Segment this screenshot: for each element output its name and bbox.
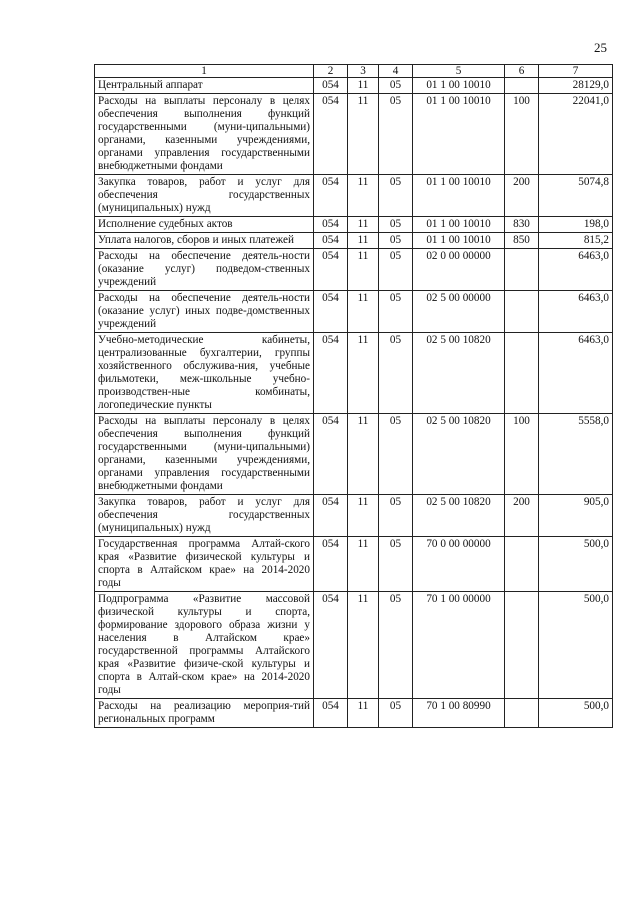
subsection-code-cell: 05 [379,249,413,291]
expense-type-cell [505,333,539,414]
row-name-cell: Расходы на выплаты персоналу в целях обеспечения выполнения функций государственными (муни-ципальными) органами, казенными учреждениями, органами управления государственными внебюджетными фондами [95,414,314,495]
amount-cell: 815,2 [539,233,613,249]
expense-type-cell [505,592,539,699]
column-header: 7 [539,65,613,78]
column-header: 3 [348,65,379,78]
expense-type-cell: 100 [505,94,539,175]
expense-type-cell: 850 [505,233,539,249]
section-code-cell: 11 [348,217,379,233]
ministry-code-cell: 054 [314,414,348,495]
row-name-cell: Государственная программа Алтай-ского края «Развитие физической культуры и спорта в Алтайском крае» на 2014-2020 годы [95,537,314,592]
section-code-cell: 11 [348,249,379,291]
table-row [95,78,613,94]
column-header: 4 [379,65,413,78]
section-code-cell: 11 [348,78,379,94]
ministry-code-cell: 054 [314,537,348,592]
subsection-code-cell: 05 [379,217,413,233]
expense-type-cell [505,291,539,333]
row-name-cell: Уплата налогов, сборов и иных платежей [95,233,314,249]
section-code-cell: 11 [348,333,379,414]
section-code-cell: 11 [348,699,379,728]
ministry-code-cell: 054 [314,495,348,537]
expense-type-cell [505,699,539,728]
subsection-code-cell: 05 [379,175,413,217]
row-name-cell: Расходы на реализацию мероприя-тий региональных программ [95,699,314,728]
target-article-cell: 01 1 00 10010 [413,94,505,175]
amount-cell: 500,0 [539,537,613,592]
table-header-row [95,65,613,78]
subsection-code-cell: 05 [379,414,413,495]
column-header: 6 [505,65,539,78]
amount-cell: 22041,0 [539,94,613,175]
subsection-code-cell: 05 [379,233,413,249]
table-row [95,592,613,699]
row-name-cell: Закупка товаров, работ и услуг для обеспечения государственных (муниципальных) нужд [95,175,314,217]
target-article-cell: 02 5 00 10820 [413,414,505,495]
table-row [95,249,613,291]
table-row [95,537,613,592]
expense-type-cell [505,78,539,94]
subsection-code-cell: 05 [379,592,413,699]
table-row [95,233,613,249]
amount-cell: 6463,0 [539,291,613,333]
row-name-cell: Расходы на выплаты персоналу в целях обеспечения выполнения функций государственными (муни-ципальными) органами, казенными учреждениями, органами управления государственными внебюджетными фондами [95,94,314,175]
amount-cell: 6463,0 [539,249,613,291]
budget-table [94,64,613,728]
table-row [95,175,613,217]
subsection-code-cell: 05 [379,537,413,592]
section-code-cell: 11 [348,537,379,592]
subsection-code-cell: 05 [379,333,413,414]
amount-cell: 5558,0 [539,414,613,495]
section-code-cell: 11 [348,414,379,495]
subsection-code-cell: 05 [379,291,413,333]
subsection-code-cell: 05 [379,495,413,537]
row-name-cell: Исполнение судебных актов [95,217,314,233]
ministry-code-cell: 054 [314,94,348,175]
column-header: 1 [95,65,314,78]
expense-type-cell: 830 [505,217,539,233]
row-name-cell: Расходы на обеспечение деятель-ности (оказание услуг) подведом-ственных учреждений [95,249,314,291]
table-row [95,495,613,537]
expense-type-cell: 100 [505,414,539,495]
row-name-cell: Центральный аппарат [95,78,314,94]
expense-type-cell [505,249,539,291]
expense-type-cell [505,537,539,592]
page-number: 25 [594,40,607,55]
amount-cell: 6463,0 [539,333,613,414]
table-row [95,291,613,333]
target-article-cell: 01 1 00 10010 [413,233,505,249]
target-article-cell: 02 5 00 10820 [413,333,505,414]
section-code-cell: 11 [348,94,379,175]
ministry-code-cell: 054 [314,78,348,94]
row-name-cell: Расходы на обеспечение деятель-ности (оказание услуг) иных подве-домственных учреждений [95,291,314,333]
target-article-cell: 01 1 00 10010 [413,78,505,94]
ministry-code-cell: 054 [314,333,348,414]
target-article-cell: 01 1 00 10010 [413,217,505,233]
section-code-cell: 11 [348,175,379,217]
ministry-code-cell: 054 [314,175,348,217]
target-article-cell: 70 0 00 00000 [413,537,505,592]
target-article-cell: 02 0 00 00000 [413,249,505,291]
row-name-cell: Закупка товаров, работ и услуг для обеспечения государственных (муниципальных) нужд [95,495,314,537]
ministry-code-cell: 054 [314,699,348,728]
amount-cell: 905,0 [539,495,613,537]
amount-cell: 5074,8 [539,175,613,217]
subsection-code-cell: 05 [379,94,413,175]
ministry-code-cell: 054 [314,291,348,333]
target-article-cell: 70 1 00 00000 [413,592,505,699]
row-name-cell: Учебно-методические кабинеты, централизованные бухгалтерии, группы хозяйственного обслужива-ния, учебные фильмотеки, меж-школьные учебно-производствен-ные комбинаты, логопедические пункты [95,333,314,414]
row-name-cell: Подпрограмма «Развитие массовой физической культуры и спорта, формирование здорового образа жизни у населения в Алтайском крае» государственной программы Алтайского края «Развитие физиче-ской культуры и спорта в Алтай-ском крае» на 2014-2020 годы [95,592,314,699]
ministry-code-cell: 054 [314,249,348,291]
target-article-cell: 01 1 00 10010 [413,175,505,217]
amount-cell: 500,0 [539,699,613,728]
subsection-code-cell: 05 [379,699,413,728]
section-code-cell: 11 [348,495,379,537]
table-row [95,333,613,414]
section-code-cell: 11 [348,233,379,249]
section-code-cell: 11 [348,592,379,699]
table-row [95,94,613,175]
target-article-cell: 02 5 00 10820 [413,495,505,537]
target-article-cell: 02 5 00 00000 [413,291,505,333]
amount-cell: 198,0 [539,217,613,233]
column-header: 2 [314,65,348,78]
table-row [95,414,613,495]
expense-type-cell: 200 [505,175,539,217]
table-row [95,699,613,728]
ministry-code-cell: 054 [314,233,348,249]
column-header: 5 [413,65,505,78]
section-code-cell: 11 [348,291,379,333]
amount-cell: 28129,0 [539,78,613,94]
ministry-code-cell: 054 [314,217,348,233]
expense-type-cell: 200 [505,495,539,537]
subsection-code-cell: 05 [379,78,413,94]
table-row [95,217,613,233]
amount-cell: 500,0 [539,592,613,699]
ministry-code-cell: 054 [314,592,348,699]
target-article-cell: 70 1 00 80990 [413,699,505,728]
